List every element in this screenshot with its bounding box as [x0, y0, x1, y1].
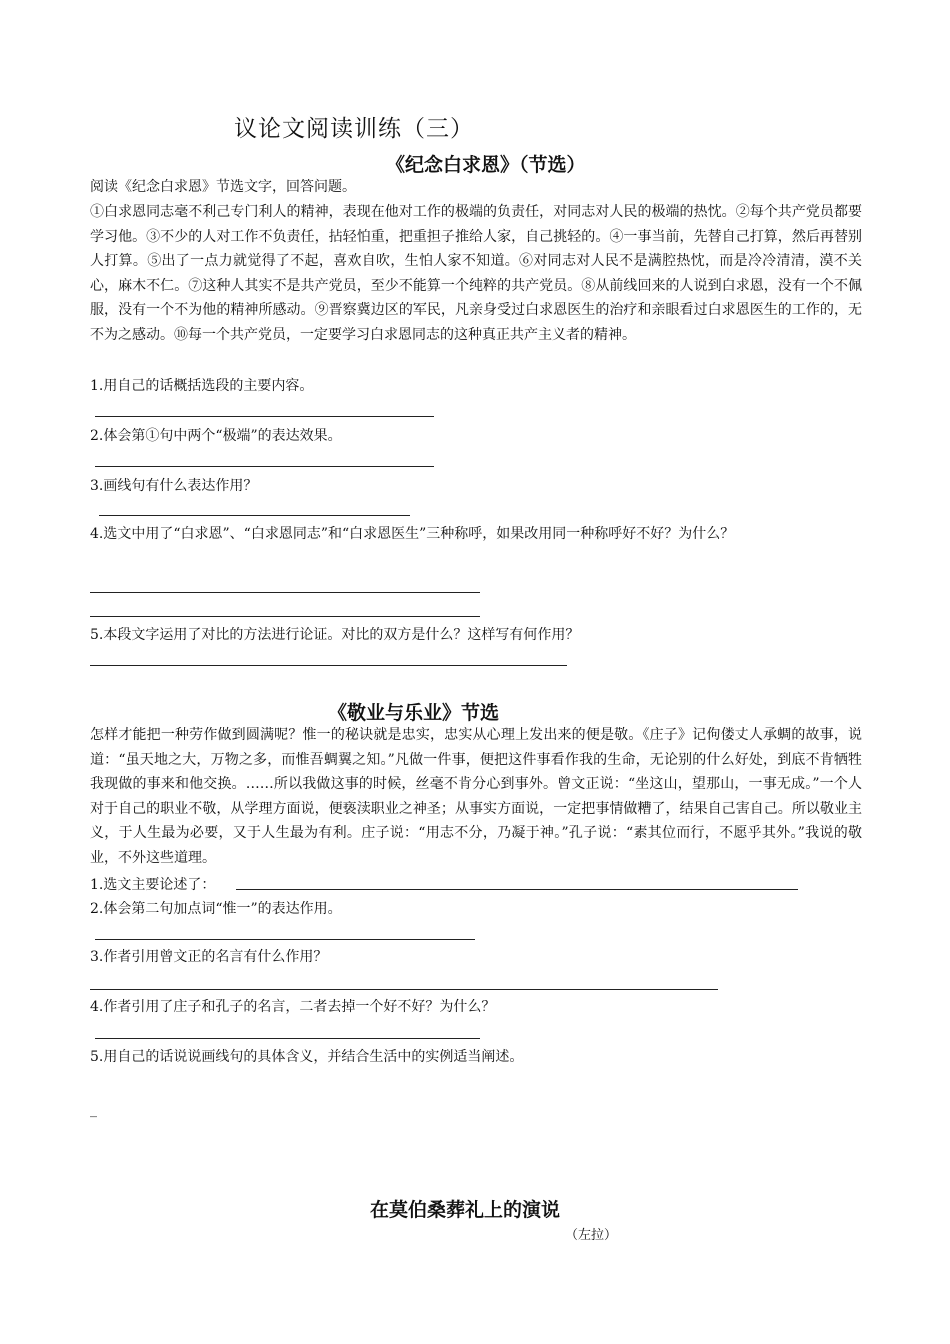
- answer-line[interactable]: [95, 466, 434, 467]
- s2-question-4: 4.作者引用了庄子和孔子的名言，二者去掉一个好不好？为什么？: [90, 999, 496, 1015]
- page-title: 议论文阅读训练（三）: [234, 116, 474, 142]
- section1-intro: 阅读《纪念白求恩》节选文字，回答问题。: [90, 179, 356, 195]
- section2-heading: 《敬业与乐业》节选: [328, 702, 500, 724]
- s2-question-2: 2.体会第二句加点词“惟一”的表达作用。: [90, 901, 342, 917]
- s1-question-1: 1.用自己的话概括选段的主要内容。: [90, 378, 314, 394]
- answer-line[interactable]: [95, 939, 475, 940]
- section3-author: （左拉）: [565, 1228, 618, 1243]
- s1-question-5: 5.本段文字运用了对比的方法进行论证。对比的双方是什么？这样写有何作用？: [90, 627, 580, 643]
- section1-heading: 《纪念白求恩》（节选）: [386, 154, 586, 176]
- answer-line[interactable]: [236, 889, 798, 890]
- answer-line[interactable]: [90, 665, 567, 666]
- s1-question-4: 4.选文中用了“白求恩”、“白求恩同志”和“白求恩医生”三种称呼，如果改用同一种称呼好不好？为什么？: [90, 526, 735, 542]
- s2-question-1: 1.选文主要论述了：: [90, 877, 216, 893]
- section1-passage: ①白求恩同志毫不利己专门利人的精神，表现在他对工作的极端的负责任，对同志对人民的极端的热忱。②每个共产党员都要学习他。③不少的人对工作不负责任，拈轻怕重，把重担子推给人家，自己挑轻的。④一事当前，先替自己打算，然后再替别人打算。⑤出了一点力就觉得了不起，喜欢自吹，生怕人家不知道。⑥对同志对人民不是满腔热忱，而是冷冷清清，漠不关心，麻木不仁。⑦这种人其实不是共产党员，至少不能算一个纯粹的共产党员。⑧从前线回来的人说到白求恩，没有一个不佩服，没有一个不为他的精神所感动。⑨晋察冀边区的军民，凡亲身受过白求恩医生的治疗和亲眼看过白求恩医生的工作的，无不为之感动。⑩每一个共产党员，一定要学习白求恩同志的这种真正共产主义者的精神。: [90, 204, 862, 343]
- s2-question-5: 5.用自己的话说说画线句的具体含义，并结合生活中的实例适当阐述。: [90, 1049, 524, 1065]
- section3-heading: 在莫伯桑葬礼上的演说: [370, 1199, 561, 1221]
- s2-question-3: 3.作者引用曾文正的名言有什么作用？: [90, 949, 328, 965]
- answer-line[interactable]: [90, 616, 480, 617]
- answer-line[interactable]: [90, 592, 480, 593]
- answer-line[interactable]: [95, 416, 434, 417]
- stray-mark: _: [90, 1102, 97, 1118]
- section2-passage: 怎样才能把一种劳作做到圆满呢？惟一的秘诀就是忠实，忠实从心理上发出来的便是敬。《庄子》记佝偻丈人承蜩的故事，说道：“虽天地之大，万物之多，而惟吾蜩翼之知。”凡做一件事，便把这件事看作我的生命，无论别的什么好处，到底不肯牺牲我现做的事来和他交换。……所以我做这事的时候，丝毫不肯分心到事外。曾文正说：“坐这山，望那山，一事无成。”一个人对于自己的职业不敬，从学理方面说，便亵渎职业之神圣；从事实方面说，一定把事情做糟了，结果自己害自己。所以敬业主义，于人生最为必要，又于人生最为有利。庄子说：“用志不分，乃凝于神。”孔子说：“素其位而行，不愿乎其外。”我说的敬业，不外这些道理。: [90, 727, 862, 866]
- answer-line[interactable]: [95, 1038, 480, 1039]
- s1-question-3: 3.画线句有什么表达作用？: [90, 478, 258, 494]
- s1-question-2: 2.体会第①句中两个“极端”的表达效果。: [90, 428, 342, 444]
- answer-line[interactable]: [90, 989, 718, 990]
- answer-line[interactable]: [99, 515, 410, 516]
